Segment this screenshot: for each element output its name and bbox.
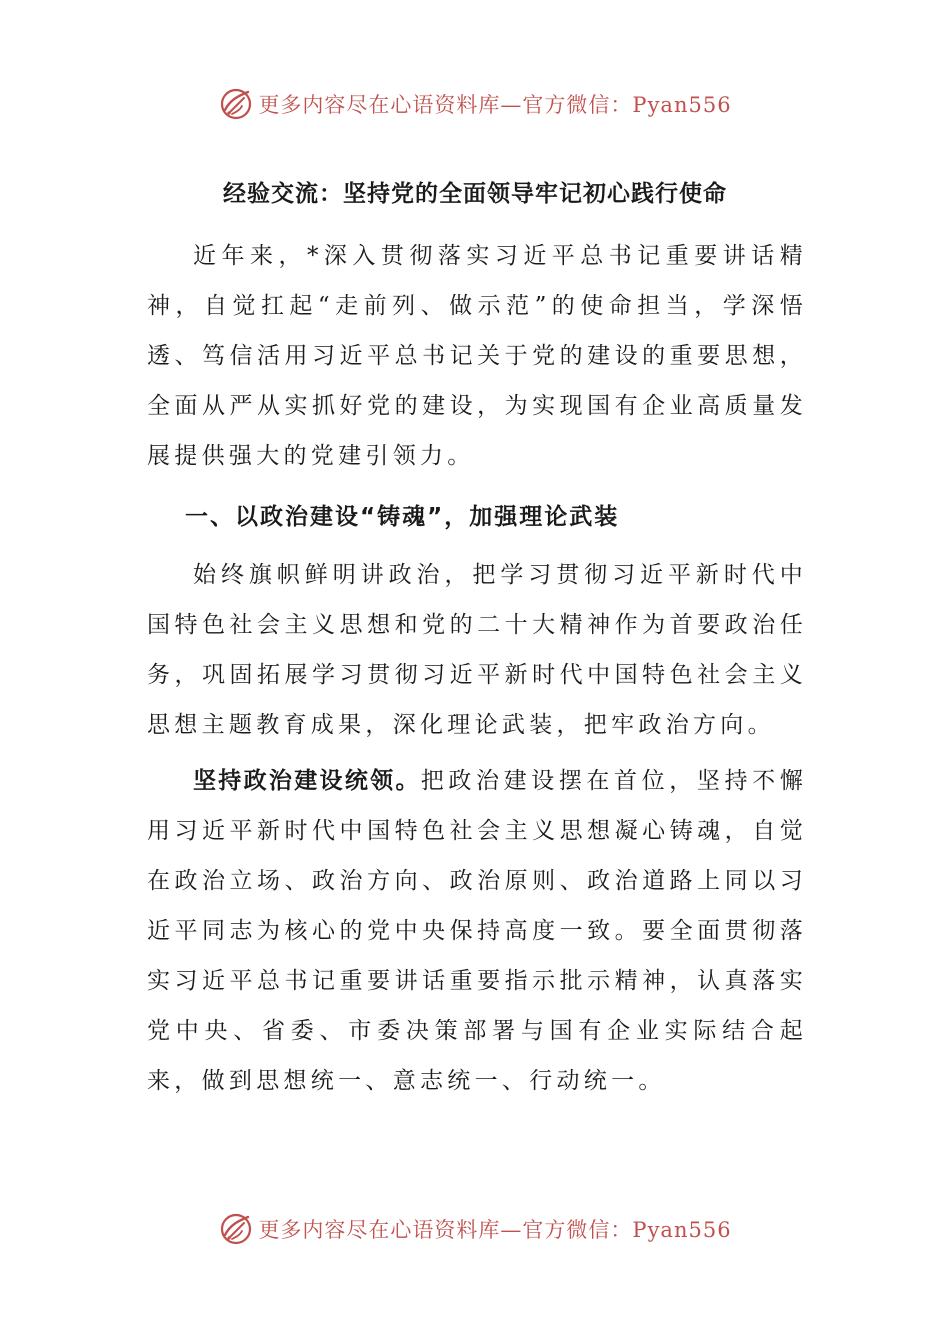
watermark-text: 更多内容尽在心语资料库—官方微信：Pyan556 bbox=[258, 1218, 732, 1242]
intro-paragraph: 近年来，*深入贯彻落实习近平总书记重要讲话精神，自觉扛起“走前列、做示范”的使命担当，学深悟透、笃信活用习近平总书记关于党的建设的重要思想，全面从严从实抓好党的建设，为实现国有企业高质量发展提供强大的党建引领力。 bbox=[147, 243, 807, 469]
paragraph-body: 把政治建设摆在首位，坚持不懈用习近平新时代中国特色社会主义思想凝心铸魂，自觉在政治立场、政治方向、政治原则、政治道路上同以习近平同志为核心的党中央保持高度一致。要全面贯彻落实习近平总书记重要讲话重要指示批示精神，认真落实党中央、省委、市委决策部署与国有企业实际结合起来，做到思想统一、意志统一、行动统一。 bbox=[147, 768, 807, 1094]
pen-circle-logo-icon bbox=[218, 1211, 254, 1247]
section-heading: 一、以政治建设“铸魂”，加强理论武装 bbox=[185, 504, 620, 530]
document-body bbox=[147, 231, 807, 1106]
watermark-text: 更多内容尽在心语资料库—官方微信：Pyan556 bbox=[258, 93, 732, 117]
watermark-header bbox=[0, 84, 950, 124]
pen-circle-logo-icon bbox=[218, 86, 254, 122]
watermark-footer bbox=[0, 1209, 950, 1249]
section-paragraph: 始终旗帜鲜明讲政治，把学习贯彻习近平新时代中国特色社会主义思想和党的二十大精神作为首要政治任务，巩固拓展学习贯彻习近平新时代中国特色社会主义思想主题教育成果，深化理论武装，把牢政治方向。 bbox=[147, 562, 807, 738]
paragraph-lead-bold: 坚持政治建设统领。 bbox=[193, 768, 421, 794]
document-title: 经验交流：坚持党的全面领导牢记初心践行使命 bbox=[223, 181, 727, 207]
section-paragraph-2 bbox=[147, 756, 807, 1106]
